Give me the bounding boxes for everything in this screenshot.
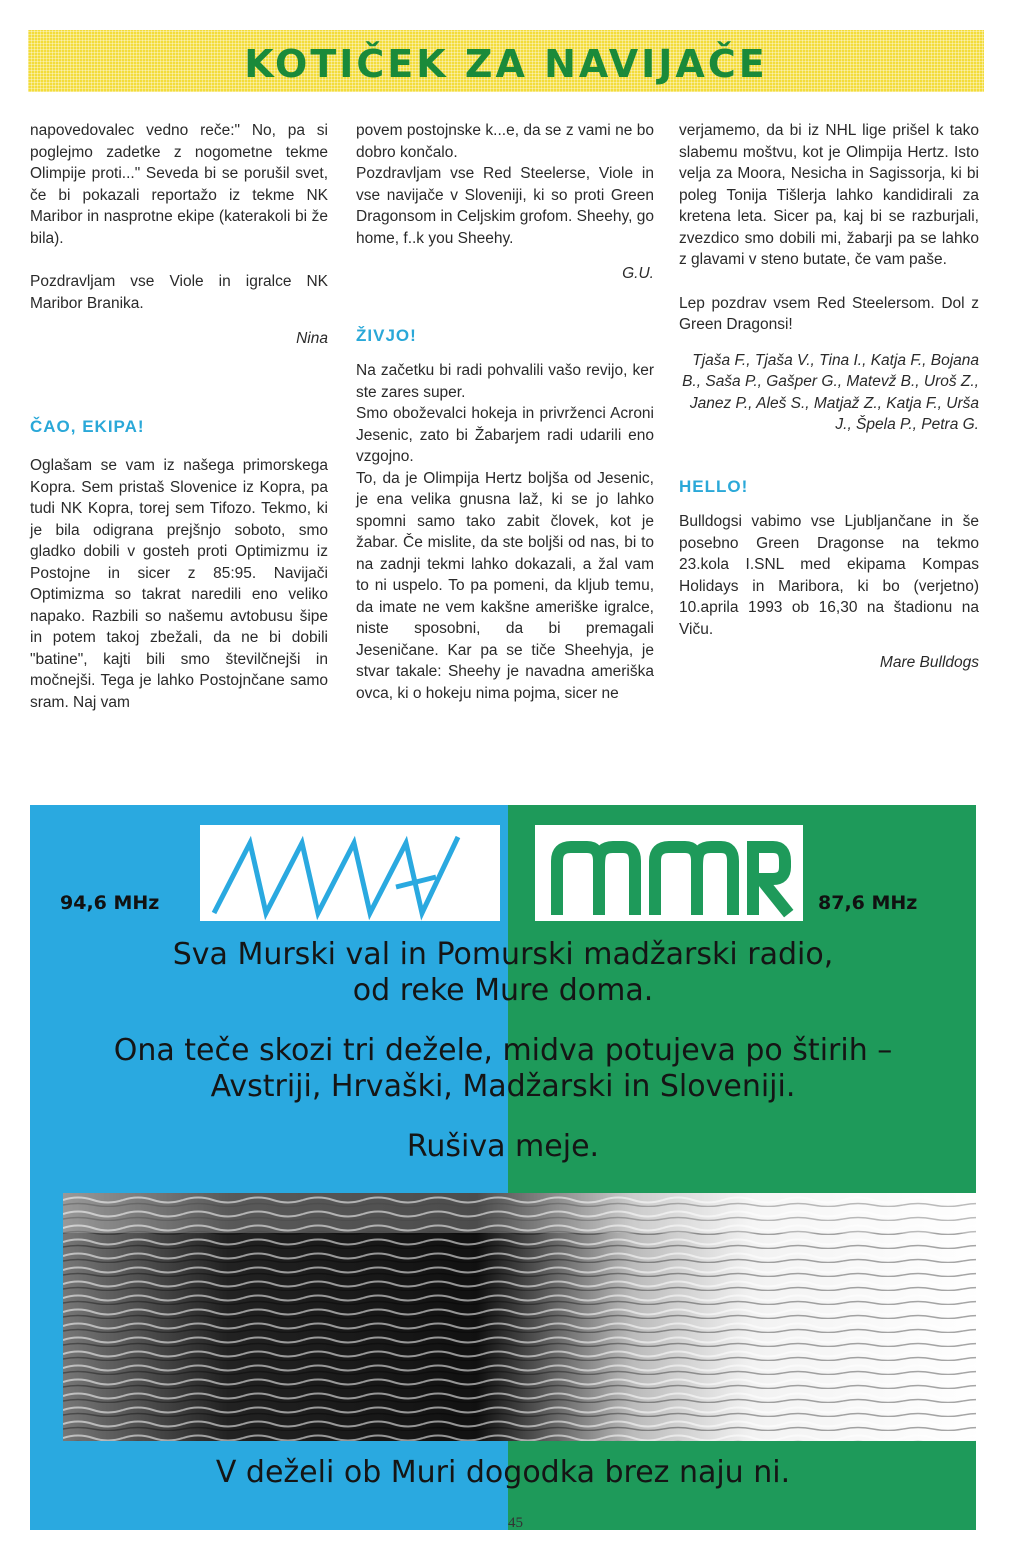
paragraph: Oglašam se vam iz našega primorskega Kopra. Sem pristaš Slovenice iz Kopra, pa tudi NK Kopra, torej sem Tifozo. Tekmo, ki je bila odigrana prejšnjo soboto, smo gladko dobili v gosteh proti Optimizmu iz Postojne in sicer z 85:95. Navijači Optimizma so takrat naredili eno veliko napako. Razbili so našemu avtobusu šipe in potem takoj zbežali, da ne bi dobili "batine", kajti bili smo številčnejši in močnejši. Tega je lahko Postojnčane samo sram. Naj vam <box>30 457 328 711</box>
signature: G.U. <box>622 265 654 282</box>
ad-slogan-2 <box>30 1033 976 1105</box>
ad-line: Sva Murski val in Pomurski madžarski radio, <box>172 937 834 972</box>
mmr-logo <box>535 825 803 921</box>
section-title: KOTIČEK ZA NAVIJAČE <box>244 42 768 86</box>
ad-slogan-3 <box>30 1129 976 1165</box>
ad-line: Ona teče skozi tri dežele, midva potujeva po štirih – <box>113 1033 893 1068</box>
ad-line: V deželi ob Muri dogodka brez naju ni. <box>215 1455 791 1490</box>
ad-line: Rušiva meje. <box>406 1129 600 1164</box>
article-heading: ČAO, EKIPA! <box>30 416 145 436</box>
paragraph: Smo oboževalci hokeja in privrženci Acroni Jesenic, zato bi Žabarjem radi udarili eno vzgojno. <box>356 405 654 465</box>
paragraph: verjamemo, da bi iz NHL lige prišel k tako slabemu moštvu, kot je Olimpija Hertz. Isto velja za Moora, Nesicha in Sagissorja, ki bi poleg Tonija Tišlerja lahko kandidirali za kretena leta. Sicer pa, kaj bi se razburjali, zvezdico smo dobili mi, žabarji pa se lahko z glavami v steno butate, če vam paše. <box>679 122 979 268</box>
signature: Nina <box>296 330 328 347</box>
signature: Mare Bulldogs <box>879 654 979 671</box>
ad-line: od reke Mure doma. <box>352 973 654 1008</box>
paragraph: To, da je Olimpija Hertz boljša od Jesenic, je ena velika gnusna laž, ki se jo lahko spomni samo tako zabit človek, kot je žabar. Če mislite, da ste boljši od nas, bi to na zadnji tekmi lahko dokazali, a žal vam to ni uspelo. To pa pomeni, da kljub temu, da imate ne vem kakšne ameriške igralce, niste sposobni, da bi premagali Jeseničane. Kar pa se tiče Sheehyja, je stvar takale: Sheehy je navadna ameriška ovca, ki o hokeju nima pojma, sicer ne <box>356 469 654 702</box>
article-column-2 <box>356 120 654 704</box>
mmr-logo-icon <box>535 825 803 921</box>
page-number: 45 <box>508 1515 523 1531</box>
ad-slogan-1 <box>30 937 976 1009</box>
ad-line: Avstriji, Hrvaški, Madžarski in Sloveniji. <box>210 1069 796 1104</box>
paragraph: Lep pozdrav vsem Red Steelersom. Dol z Green Dragonsi! <box>679 294 979 333</box>
river-photo <box>63 1193 976 1441</box>
paragraph: Pozdravljam vse Red Steelerse, Viole in vse navijače v Sloveniji, ki so proti Green Dragonsom in Celjskim grofom. Sheehy, go home, f..k you Sheehy. <box>356 165 654 247</box>
section-banner <box>28 30 984 92</box>
article-column-3 <box>679 120 979 674</box>
paragraph: napovedovalec vedno reče:" No, pa si poglejmo zadetke z nogometne tekme Olimpije proti..." Seveda bi se porušil svet, če bi pokazali reportažo iz tekme NK Maribor in nasprotne ekipe (katerakoli bi že bila). <box>30 122 328 247</box>
murski-val-logo <box>200 825 500 921</box>
paragraph: povem postojnske k...e, da se z vami ne bo dobro končalo. <box>356 122 654 161</box>
paragraph: Bulldogsi vabimo vse Ljubljančane in še posebno Green Dragonse na tekmo 23.kola I.SNL med ekipama Kompas Holidays in Maribora, ki bo (verjetno) 10.aprila 1993 ob 16,30 na štadionu na Viču. <box>679 513 979 638</box>
murski-val-logo-icon <box>200 825 500 921</box>
frequency-left: 94,6 MHz <box>60 892 160 914</box>
radio-advertisement <box>30 805 976 1530</box>
article-heading: HELLO! <box>679 476 749 496</box>
article-heading: ŽIVJO! <box>356 325 417 345</box>
paragraph: Pozdravljam vse Viole in igralce NK Maribor Branika. <box>30 273 328 312</box>
article-column-1 <box>30 120 328 713</box>
frequency-right: 87,6 MHz <box>818 892 918 914</box>
signature: Tjaša F., Tjaša V., Tina I., Katja F., Bojana B., Saša P., Gašper G., Matevž B., Uroš Z., Janez P., Aleš S., Matjaž Z., Katja F., Urša J., Špela P., Petra G. <box>682 351 979 433</box>
ad-slogan-4 <box>30 1455 976 1491</box>
paragraph: Na začetku bi radi pohvalili vašo revijo, ker ste zares super. <box>356 362 654 401</box>
